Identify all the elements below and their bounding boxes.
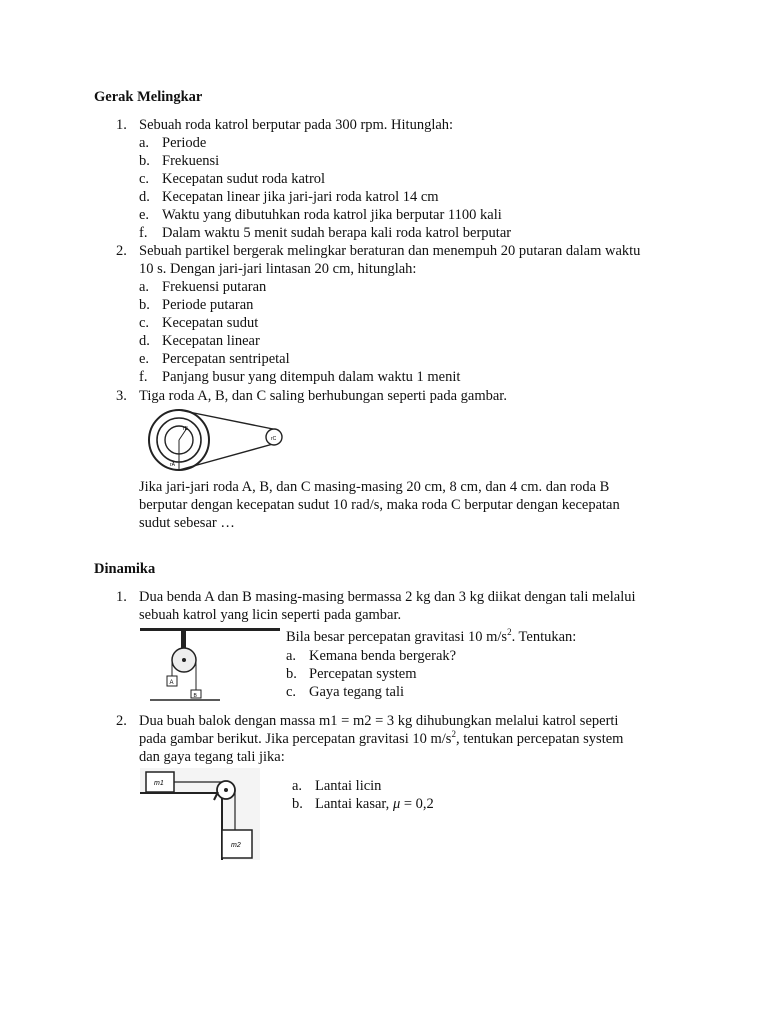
- item-letter: a.: [139, 135, 150, 151]
- table-fill: [140, 793, 222, 860]
- item-letter: a.: [139, 279, 150, 295]
- item-text: Periode: [162, 135, 207, 151]
- item-letter: b.: [139, 153, 150, 169]
- question-text: Sebuah partikel bergerak melingkar beraturan dan menempuh 20 putaran dalam waktu: [139, 243, 641, 259]
- item-text: Waktu yang dibutuhkan roda katrol jika berputar 1100 kali: [162, 207, 502, 223]
- paragraph-text: berputar dengan kecepatan sudut 10 rad/s, maka roda C berputar dengan kecepatan: [139, 497, 620, 513]
- item-letter: b.: [292, 796, 303, 812]
- section-heading-dinamika: Dinamika: [94, 561, 156, 577]
- superscript: 2: [507, 627, 512, 638]
- ceiling: [140, 628, 280, 631]
- item-text: Percepatan system: [309, 666, 417, 682]
- pulley-axle: [224, 788, 228, 792]
- item-letter: a.: [292, 778, 303, 794]
- label-m2: m2: [231, 842, 241, 849]
- item-letter: c.: [286, 684, 297, 700]
- item-letter: e.: [139, 351, 150, 367]
- item-letter: b.: [286, 666, 297, 682]
- instruction-text: Bila besar percepatan gravitasi 10 m/s: [286, 629, 508, 645]
- item-letter: e.: [139, 207, 150, 223]
- item-letter: b.: [139, 297, 150, 313]
- label-rc: rC: [271, 436, 277, 442]
- item-text: Kecepatan sudut: [162, 315, 259, 331]
- item-text: Periode putaran: [162, 297, 254, 313]
- label-m1: m1: [154, 780, 164, 787]
- question-text: dan gaya tegang tali jika:: [139, 749, 285, 765]
- question-number: 3.: [116, 388, 127, 404]
- question-number: 2.: [116, 713, 127, 729]
- belt-top: [179, 410, 273, 429]
- item-text: Lantai kasar,: [315, 796, 393, 812]
- item-letter: d.: [139, 333, 150, 349]
- question-text: 10 s. Dengan jari-jari lintasan 20 cm, hitunglah:: [139, 261, 417, 277]
- label-block-b: B: [193, 693, 197, 699]
- paragraph-text: Jika jari-jari roda A, B, dan C masing-masing 20 cm, 8 cm, dan 4 cm. dan roda B: [139, 479, 610, 495]
- item-letter: f.: [139, 225, 148, 241]
- question-text: pada gambar berikut. Jika percepatan gravitasi 10 m/s: [139, 731, 452, 747]
- item-letter: c.: [139, 171, 150, 187]
- item-letter: c.: [139, 315, 150, 331]
- item-letter: d.: [139, 189, 150, 205]
- three-wheels-figure: [140, 404, 290, 476]
- question-text: Dua buah balok dengan massa m1 = m2 = 3 kg dihubungkan melalui katrol seperti: [139, 713, 619, 729]
- mu-symbol: μ: [392, 796, 401, 812]
- item-text: Dalam waktu 5 menit sudah berapa kali roda katrol berputar: [162, 225, 512, 241]
- item-text: Panjang busur yang ditempuh dalam waktu 1 menit: [162, 369, 461, 385]
- question-text: Tiga roda A, B, dan C saling berhubungan seperti pada gambar.: [139, 388, 507, 404]
- item-letter: a.: [286, 648, 297, 664]
- label-ra: rA: [170, 462, 175, 468]
- item-text: Lantai licin: [315, 778, 382, 794]
- question-number: 1.: [116, 589, 127, 605]
- question-text: Sebuah roda katrol berputar pada 300 rpm. Hitunglah:: [139, 117, 454, 133]
- item-text-end: = 0,2: [400, 796, 434, 812]
- item-text: Frekuensi putaran: [162, 279, 267, 295]
- item-text: Frekuensi: [162, 153, 220, 169]
- item-text: Kemana benda bergerak?: [309, 648, 457, 664]
- pulley-axle: [182, 658, 186, 662]
- label-rb: rB: [183, 426, 188, 432]
- question-text-end: , tentukan percepatan system: [455, 731, 624, 747]
- item-letter: f.: [139, 369, 148, 385]
- item-text: Percepatan sentripetal: [162, 351, 290, 367]
- item-text: Kecepatan linear: [162, 333, 260, 349]
- question-number: 2.: [116, 243, 127, 259]
- question-number: 1.: [116, 117, 127, 133]
- table-pulley-figure: [140, 768, 260, 860]
- question-text: sebuah katrol yang licin seperti pada gambar.: [139, 607, 402, 623]
- paragraph-text: sudut sebesar …: [139, 515, 235, 531]
- item-text: Kecepatan linear jika jari-jari roda katrol 14 cm: [162, 189, 439, 205]
- superscript: 2: [451, 729, 456, 740]
- instruction-text-end: . Tentukan:: [511, 629, 577, 645]
- pulley-ab-figure: [140, 628, 280, 706]
- item-text: Gaya tegang tali: [309, 684, 405, 700]
- question-text: Dua benda A dan B masing-masing bermassa 2 kg dan 3 kg diikat dengan tali melalui: [139, 589, 636, 605]
- label-block-a: A: [169, 680, 174, 686]
- section-heading-gerak-melingkar: Gerak Melingkar: [94, 89, 203, 105]
- item-text: Kecepatan sudut roda katrol: [162, 171, 326, 187]
